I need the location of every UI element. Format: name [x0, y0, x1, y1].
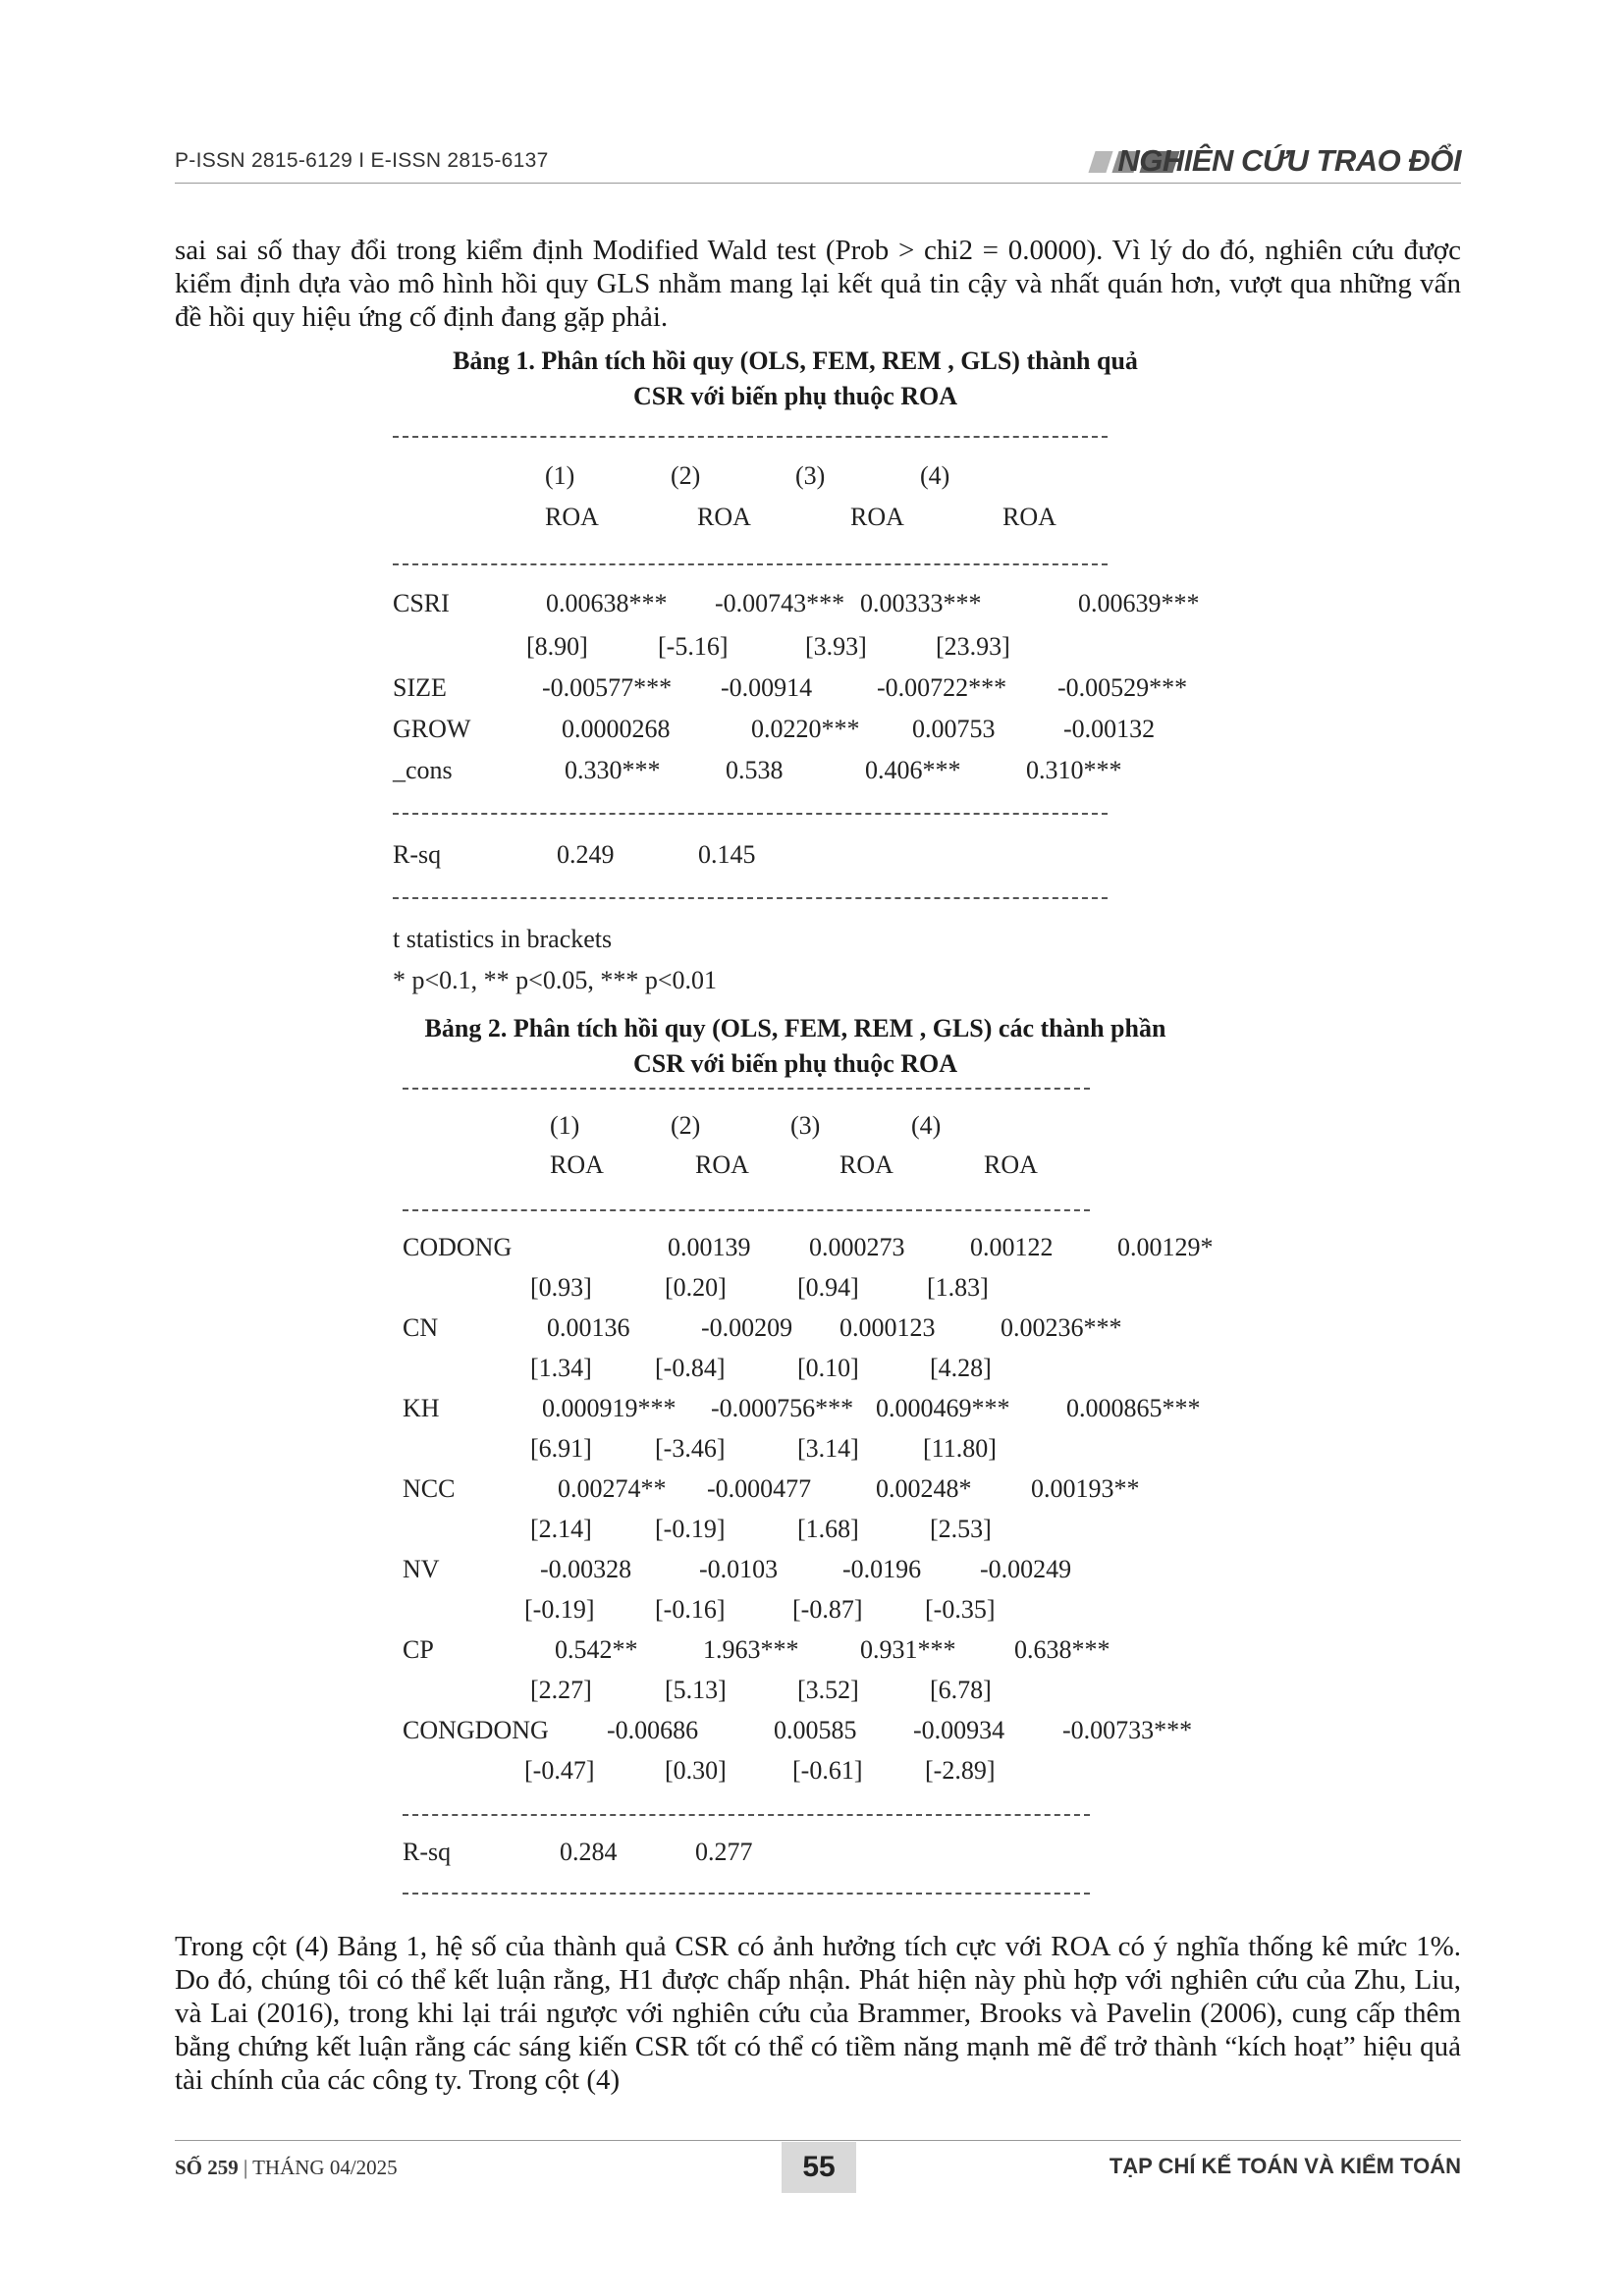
- table2-cell: 0.00122: [970, 1233, 1054, 1261]
- table2-cell: -0.000477: [707, 1474, 812, 1503]
- table2-tstat: [3.52]: [797, 1676, 859, 1704]
- table1-row-label: GROW: [393, 715, 471, 743]
- table2-tstat: [-0.35]: [925, 1595, 996, 1624]
- table2-caption-line2: CSR với biến phụ thuộc ROA: [632, 1049, 958, 1078]
- table1-cell: -0.00529***: [1057, 673, 1188, 702]
- table2-cell: 0.00236***: [1001, 1313, 1122, 1342]
- table1-caption: [295, 344, 1296, 414]
- table1-colname: ROA: [545, 503, 599, 531]
- table1-colnum: (3): [795, 461, 826, 490]
- table1-tstat: [23.93]: [936, 632, 1010, 661]
- table2-cell: 0.638***: [1014, 1635, 1110, 1664]
- table2-colnum: (3): [790, 1111, 821, 1140]
- table1-tstat: [8.90]: [526, 632, 588, 661]
- table2-tstat: [0.30]: [665, 1756, 727, 1785]
- table2-cell: 0.000273: [809, 1233, 905, 1261]
- table2-tstat: [-0.19]: [655, 1515, 726, 1543]
- table1-cell: -0.00577***: [542, 673, 673, 702]
- table2-colnum: (4): [911, 1111, 942, 1140]
- table2-divider: [403, 1814, 1090, 1816]
- table2-divider: [403, 1088, 1090, 1090]
- table2-tstat: [-0.47]: [524, 1756, 595, 1785]
- table2-cell: 0.931***: [860, 1635, 956, 1664]
- table2-tstat: [-0.87]: [792, 1595, 863, 1624]
- table2-rsq-label: R-sq: [403, 1838, 452, 1866]
- table1-row-label: _cons: [393, 756, 453, 784]
- table2-tstat: [6.78]: [930, 1676, 992, 1704]
- table2-tstat: [0.94]: [797, 1273, 859, 1302]
- table2-tstat: [6.91]: [530, 1434, 592, 1463]
- table2-tstat: [11.80]: [923, 1434, 997, 1463]
- table2-tstat: [4.28]: [930, 1354, 992, 1382]
- footer-issue: SỐ 259 | THÁNG 04/2025: [175, 2156, 398, 2179]
- table2-tstat: [-2.89]: [925, 1756, 996, 1785]
- table2-cell: 0.00129*: [1117, 1233, 1214, 1261]
- table2-colname: ROA: [695, 1150, 749, 1179]
- table2-tstat: [1.34]: [530, 1354, 592, 1382]
- table2-row-label: CP: [403, 1635, 434, 1664]
- body-paragraph-2: Trong cột (4) Bảng 1, hệ số của thành quả CSR có ảnh hưởng tích cực với ROA có ý nghĩa thống kê mức 1%. Do đó, chúng tôi có thể kết luận rằng, H1 được chấp nhận. Phát hiện này phù hợp với nghiên cứu của Zhu, Liu, và Lai (2016), trong khi lại trái ngược với nghiên cứu của Brammer, Brooks và Pavelin (2006), cung cấp thêm bằng chứng kết luận rằng các sáng kiến CSR tốt có thể có tiềm năng mạnh mẽ để trở thành “kích hoạt” hiệu quả tài chính của các công ty. Trong cột (4): [175, 1931, 1461, 2096]
- table2-cell: -0.0103: [699, 1555, 779, 1583]
- table1-colname: ROA: [1002, 503, 1056, 531]
- table2-caption-line1: Bảng 2. Phân tích hồi quy (OLS, FEM, REM , GLS) các thành phần: [424, 1014, 1166, 1042]
- table2-cell: 0.542**: [555, 1635, 638, 1664]
- table2-tstat: [0.20]: [665, 1273, 727, 1302]
- table2-colnum: (2): [671, 1111, 701, 1140]
- table2-tstat: [1.68]: [797, 1515, 859, 1543]
- footer-divider: [175, 2140, 1461, 2141]
- table1-colnum: (1): [545, 461, 575, 490]
- table1-cell: 0.0220***: [751, 715, 860, 743]
- body-paragraph-1: sai sai số thay đổi trong kiểm định Modified Wald test (Prob > chi2 = 0.0000). Vì lý do đó, nghiên cứu được kiểm định dựa vào mô hình hồi quy GLS nhằm mang lại kết quả tin cậy và nhất quán hơn, vượt qua những vấn đề hồi quy hiệu ứng cố định đang gặp phải.: [175, 235, 1461, 333]
- table1-cell: -0.00743***: [715, 589, 845, 617]
- page-number: 55: [782, 2142, 856, 2193]
- table1-divider: [393, 563, 1108, 565]
- table2-row-label: CODONG: [403, 1233, 513, 1261]
- table2-tstat: [2.27]: [530, 1676, 592, 1704]
- table2-cell: 0.00585: [774, 1716, 857, 1744]
- table1-rsq-label: R-sq: [393, 840, 442, 869]
- table2-colnum: (1): [550, 1111, 580, 1140]
- table2-tstat: [3.14]: [797, 1434, 859, 1463]
- table2-cell: -0.00934: [913, 1716, 1005, 1744]
- table2-row-label: NV: [403, 1555, 440, 1583]
- table2-cell: -0.00209: [701, 1313, 793, 1342]
- header-issn: P-ISSN 2815-6129 I E-ISSN 2815-6137: [175, 149, 549, 172]
- table1-colname: ROA: [697, 503, 751, 531]
- table2-tstat: [-0.16]: [655, 1595, 726, 1624]
- table2-cell: -0.00328: [540, 1555, 632, 1583]
- table2-cell: 0.000919***: [542, 1394, 677, 1422]
- table2-colname: ROA: [550, 1150, 604, 1179]
- table1-colnum: (4): [920, 461, 950, 490]
- table1-colnum: (2): [671, 461, 701, 490]
- table1-cell: -0.00132: [1063, 715, 1156, 743]
- table1-cell: -0.00914: [721, 673, 813, 702]
- table2-caption: [295, 1011, 1296, 1082]
- footer-journal-name: TẠP CHÍ KẾ TOÁN VÀ KIỂM TOÁN: [1109, 2154, 1461, 2178]
- table1-caption-line2: CSR với biến phụ thuộc ROA: [632, 382, 958, 410]
- footer-issue-number: SỐ 259: [175, 2156, 239, 2179]
- table1-row-label: SIZE: [393, 673, 447, 702]
- table2-cell: 0.000865***: [1066, 1394, 1201, 1422]
- header-divider: [175, 183, 1461, 184]
- table1-cell: 0.538: [726, 756, 784, 784]
- table1-note: * p<0.1, ** p<0.05, *** p<0.01: [393, 966, 717, 994]
- table1-cell: 0.310***: [1026, 756, 1122, 784]
- table1-rsq: 0.145: [698, 840, 756, 869]
- table2-tstat: [-0.19]: [524, 1595, 595, 1624]
- table1-rsq: 0.249: [557, 840, 615, 869]
- table2-colname: ROA: [984, 1150, 1038, 1179]
- table2-cell: 0.000469***: [876, 1394, 1010, 1422]
- table2-tstat: [1.83]: [927, 1273, 989, 1302]
- table2-cell: -0.00249: [980, 1555, 1072, 1583]
- table1-tstat: [-5.16]: [658, 632, 729, 661]
- table2-cell: 1.963***: [703, 1635, 799, 1664]
- table2-cell: 0.000123: [839, 1313, 936, 1342]
- table1-cell: 0.0000268: [562, 715, 671, 743]
- table2-cell: 0.00136: [547, 1313, 630, 1342]
- table2-cell: 0.00248*: [876, 1474, 972, 1503]
- table1-cell: 0.00333***: [860, 589, 982, 617]
- table1-tstat: [3.93]: [805, 632, 867, 661]
- table2-cell: -0.00733***: [1062, 1716, 1193, 1744]
- table1-colname: ROA: [850, 503, 904, 531]
- table2-tstat: [5.13]: [665, 1676, 727, 1704]
- table2-row-label: NCC: [403, 1474, 456, 1503]
- table2-tstat: [-0.84]: [655, 1354, 726, 1382]
- table1-row-label: CSRI: [393, 589, 450, 617]
- table2-cell: -0.00686: [607, 1716, 699, 1744]
- footer-date: THÁNG 04/2025: [252, 2156, 398, 2179]
- table2-tstat: [2.14]: [530, 1515, 592, 1543]
- table2-tstat: [0.10]: [797, 1354, 859, 1382]
- table2-row-label: CN: [403, 1313, 439, 1342]
- table2-cell: -0.0196: [842, 1555, 922, 1583]
- table2-row-label: CONGDONG: [403, 1716, 549, 1744]
- table2-tstat: [-3.46]: [655, 1434, 726, 1463]
- table2-divider: [403, 1209, 1090, 1211]
- table1-cell: 0.00753: [912, 715, 996, 743]
- table2-cell: 0.00274**: [558, 1474, 667, 1503]
- table2-divider: [403, 1893, 1090, 1895]
- table1-cell: 0.330***: [565, 756, 661, 784]
- table2-cell: -0.000756***: [711, 1394, 854, 1422]
- header-section-title: NGHIÊN CỨU TRAO ĐỔI: [1117, 143, 1461, 178]
- table2-tstat: [2.53]: [930, 1515, 992, 1543]
- table1-divider: [393, 436, 1108, 438]
- table2-rsq: 0.284: [560, 1838, 618, 1866]
- table2-tstat: [-0.61]: [792, 1756, 863, 1785]
- table2-cell: 0.00193**: [1031, 1474, 1140, 1503]
- table2-tstat: [0.93]: [530, 1273, 592, 1302]
- table1-cell: 0.00639***: [1078, 589, 1200, 617]
- table1-caption-line1: Bảng 1. Phân tích hồi quy (OLS, FEM, REM , GLS) thành quả: [453, 347, 1138, 375]
- table1-note: t statistics in brackets: [393, 925, 613, 953]
- table2-rsq: 0.277: [695, 1838, 753, 1866]
- table1-cell: -0.00722***: [877, 673, 1007, 702]
- table2-cell: 0.00139: [668, 1233, 751, 1261]
- table1-cell: 0.00638***: [546, 589, 668, 617]
- table2-row-label: KH: [403, 1394, 440, 1422]
- table1-divider: [393, 897, 1108, 899]
- table1-cell: 0.406***: [865, 756, 961, 784]
- table1-divider: [393, 813, 1108, 815]
- table2-colname: ROA: [839, 1150, 893, 1179]
